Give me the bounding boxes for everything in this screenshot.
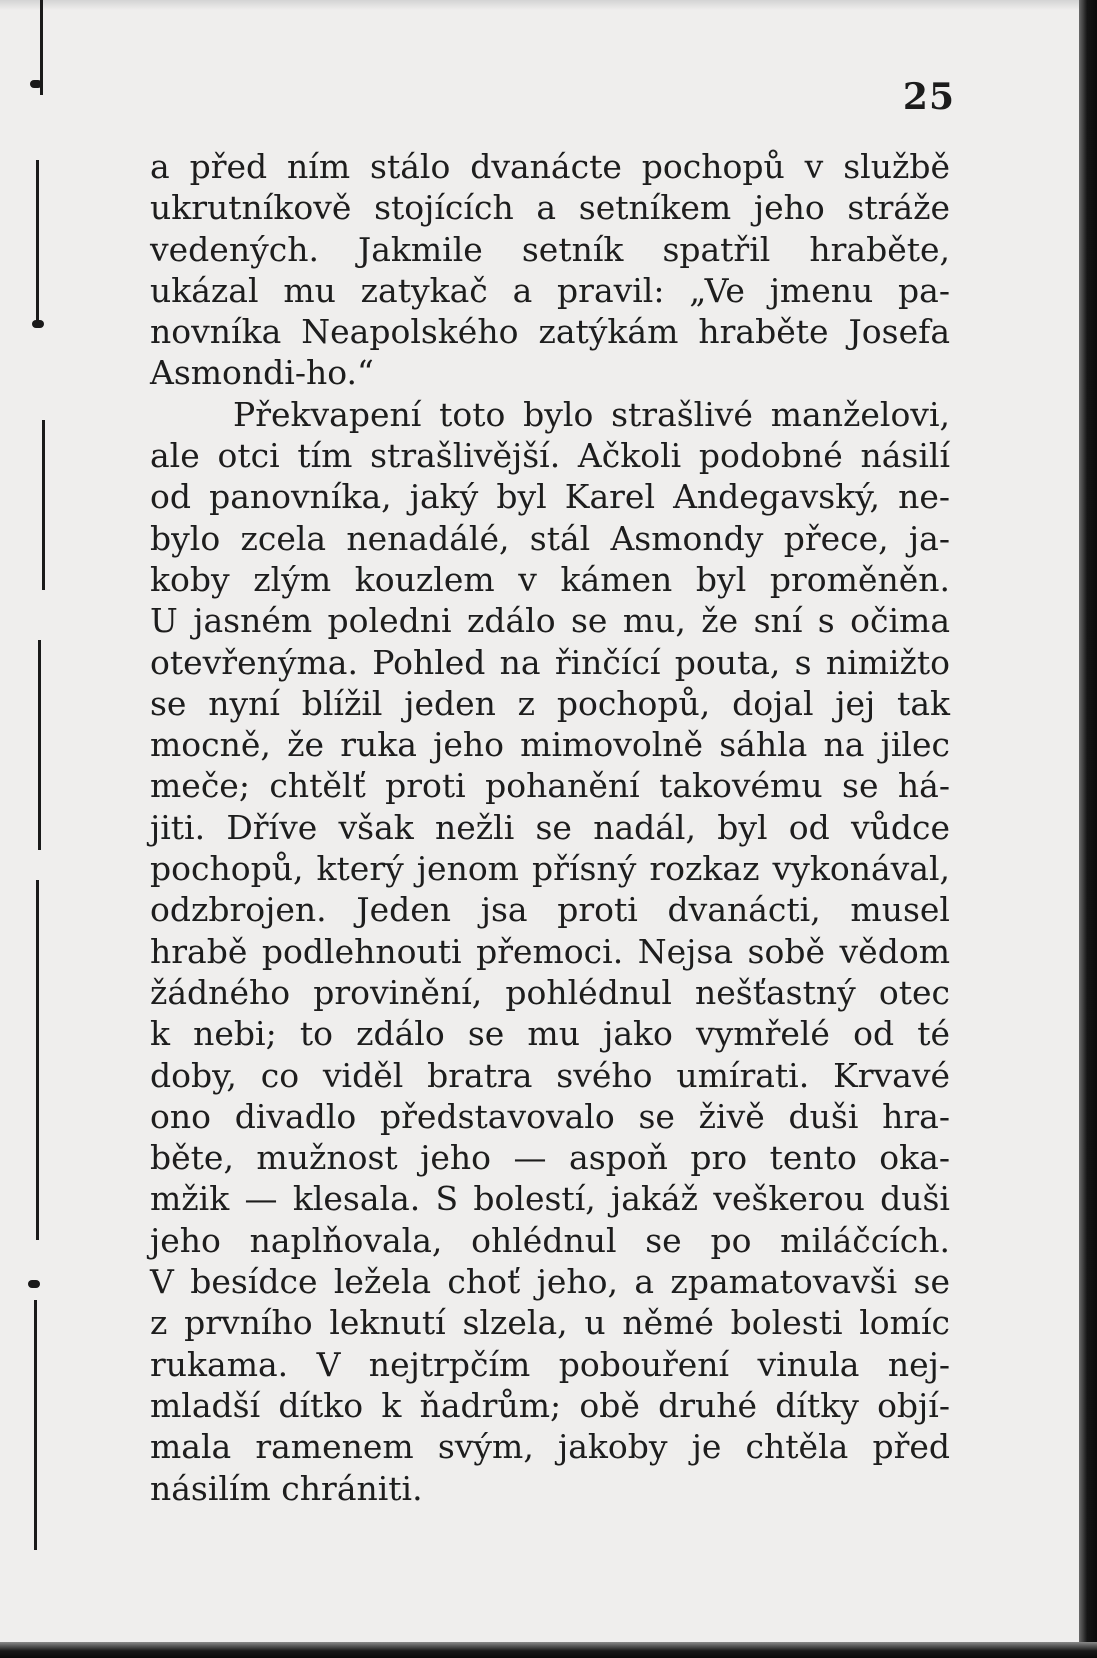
page-bottom-edge	[0, 1642, 1097, 1658]
text-line: hrabě podlehnouti přemoci. Nejsa sobě vědom	[150, 931, 950, 971]
page-right-edge	[1079, 0, 1097, 1658]
text-line: pochopů, který jenom přísný rozkaz vykonával,	[150, 849, 950, 889]
text-line: jiti. Dříve však nežli se nadál, byl od vůdce	[150, 807, 950, 847]
text-line: bylo zcela nenadálé, stál Asmondy přece, ja-	[150, 518, 950, 558]
text-line: jeho naplňovala, ohlédnul se po miláčcích.	[150, 1220, 950, 1260]
text-line: mžik — klesala. S bolestí, jakáž veškerou duši	[150, 1179, 950, 1219]
text-line: koby zlým kouzlem v kámen byl proměněn.	[150, 559, 950, 599]
binding-mark	[38, 640, 41, 850]
text-line: V besídce ležela choť jeho, a zpamatovavši se	[150, 1262, 950, 1302]
text-line: odzbrojen. Jeden jsa proti dvanácti, musel	[150, 890, 950, 930]
text-line: mocně, že ruka jeho mimovolně sáhla na jilec	[150, 725, 950, 765]
text-line: z prvního leknutí slzela, u němé bolesti lomíc	[150, 1303, 950, 1343]
text-line: meče; chtělť proti pohanění takovému se há-	[150, 766, 950, 806]
text-line: U jasném poledni zdálo se mu, že sní s očima	[150, 601, 950, 641]
text-line: mladší dítko k ňadrům; obě druhé dítky objí-	[150, 1385, 950, 1425]
text-line: novníka Neapolského zatýkám hraběte Josefa	[150, 312, 950, 352]
binding-mark	[42, 420, 45, 590]
binding-mark	[36, 160, 39, 320]
text-line: žádného provinění, pohlédnul nešťastný otec	[150, 972, 950, 1012]
page-top-shadow	[0, 0, 1097, 10]
text-line: vedených. Jakmile setník spatřil hraběte,	[150, 229, 950, 269]
binding-mark	[34, 1300, 37, 1550]
text-line: otevřenýma. Pohled na řinčící pouta, s nimižto	[150, 642, 950, 682]
binding-stitch	[28, 1280, 40, 1288]
text-line: ukrutníkově stojících a setníkem jeho stráže	[150, 188, 950, 228]
text-line: od panovníka, jaký byl Karel Andegavský, ne-	[150, 477, 950, 517]
text-line: a před ním stálo dvanácte pochopů v službě	[150, 147, 950, 186]
text-line: Překvapení toto bylo strašlivé manželovi,	[233, 394, 950, 434]
text-line: Asmondi-ho.“	[150, 353, 374, 393]
body-text	[150, 146, 950, 1509]
text-line: se nyní blížil jeden z pochopů, dojal jej tak	[150, 683, 950, 723]
text-line: ono divadlo představovalo se živě duši hra-	[150, 1096, 950, 1136]
text-line: doby, co viděl bratra svého umírati. Krvavé	[150, 1055, 950, 1095]
binding-mark	[36, 880, 39, 1240]
text-line: mala ramenem svým, jakoby je chtěla před	[150, 1427, 950, 1467]
text-line: ale otci tím strašlivější. Ačkoli podobné násilí	[150, 436, 950, 476]
binding-stitch	[30, 80, 42, 88]
binding-stitch	[32, 320, 44, 328]
text-line: násilím chrániti.	[150, 1468, 423, 1508]
text-line: běte, mužnost jeho — aspoň pro tento oka-	[150, 1138, 950, 1178]
text-line: ukázal mu zatykač a pravil: „Ve jmenu pa-	[150, 270, 950, 310]
page-number: 25	[902, 76, 955, 118]
text-line: k nebi; to zdálo se mu jako vymřelé od té	[150, 1014, 950, 1054]
text-line: rukama. V nejtrpčím pobouření vinula nej-	[150, 1344, 950, 1384]
